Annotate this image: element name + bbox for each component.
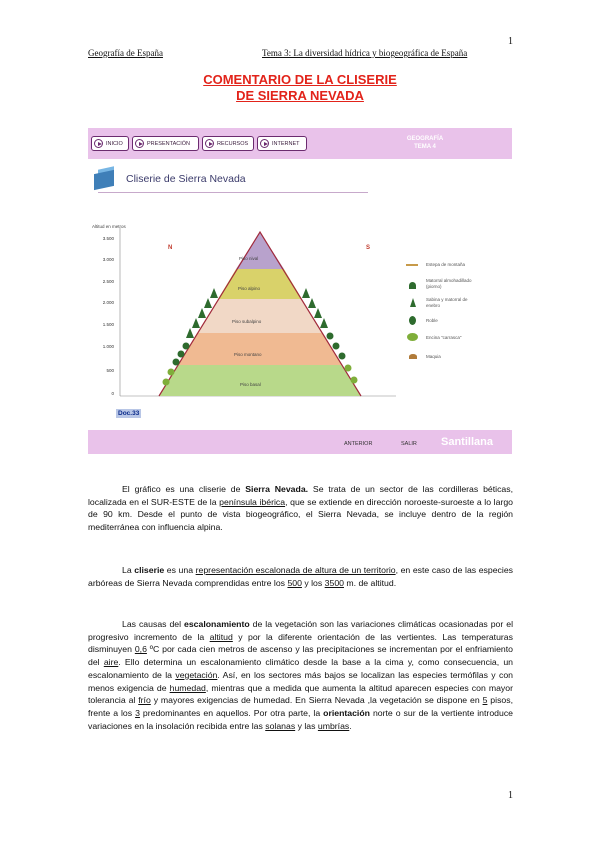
text-run: norte o sur de la vertiente introduce variaciones en la insolación recibida entre las [88,707,513,731]
vegetation-pyramid [118,228,398,400]
floor-basal-band [159,365,361,396]
floor-label-montano: Piso montano [234,352,262,357]
underlined-term: 3 [135,707,140,718]
document-title-line1: COMENTARIO DE LA CLISERIE [203,72,397,87]
underlined-term: 500 [287,577,302,588]
nav-recursos-label: RECURSOS [217,141,249,147]
text-run: pisos, frente a los [88,695,513,718]
play-icon [135,139,144,148]
play-icon [260,139,269,148]
text-run: y los [301,577,325,588]
page-number-top: 1 [508,36,513,47]
underlined-term: 3500 [324,577,344,588]
y-tick: 2.000 [102,300,114,305]
text-run: , que se extiende en dirección noroeste-suroeste a lo largo de 90 km. Desde el punto de vista biogeográfico, el Sierra Nevada, se incluye dentro de la región mediterránea con influencia alpina. [88,496,514,533]
underlined-term: vegetación [175,669,218,680]
nav-internet-label: INTERNET [272,141,300,147]
floor-label-basal: Piso basal [240,382,261,387]
underlined-term: altitud [209,631,233,642]
text-run: ºC por cada cien metros de ascenso y las precipitaciones se incrementan por el enfriamiento del [88,644,513,668]
nav-inicio-label: INICIO [106,141,123,147]
book-icon [94,170,114,190]
bold-term: cliserie [134,565,165,575]
subject-badge [400,135,450,151]
legend-item: Matorral almohadillado (piorno) [426,278,472,289]
underlined-term: humedad [169,682,206,693]
figure-top-bar [88,128,512,159]
bold-term: Sierra Nevada. [245,484,309,494]
juniper-icon [410,298,416,307]
south-label: S [366,245,371,251]
prev-link[interactable]: ANTERIOR [344,441,373,447]
holm-oak-icon [407,333,418,341]
text-run: predominantes en aquellos. Por otra parte, la [139,707,324,718]
underlined-term: representación escalonada de altura de un territorio [195,565,396,575]
publisher-logo: Santillana [441,436,493,448]
y-tick: 3.500 [102,236,114,241]
badge-subject: GEOGRAFÍA [406,136,444,142]
header-subject: Geografía de España [88,48,163,58]
nav-recursos-button[interactable] [202,136,254,151]
underlined-term: aire [103,657,119,668]
floor-label-subalpino: Piso subalpino [232,319,262,324]
screen-title: Cliserie de Sierra Nevada [126,173,246,185]
nav-presentacion-label: PRESENTACIÓN [147,141,190,147]
text-run: es una [164,565,196,575]
underlined-term: península ibérica [219,496,286,507]
figure-bottom-bar [88,430,512,454]
legend-item: Encina "carrasca" [426,335,462,340]
document-title-line2: DE SIERRA NEVADA [236,88,364,103]
text-run: . [349,720,352,731]
underlined-term: 5 [482,695,488,706]
paragraph-intro [88,483,513,534]
paragraph-causes [88,618,513,732]
y-tick: 0 [111,391,114,396]
text-run: . Así, en los sectores más bajos se localizan las especies termófilas y con menos exigencia de [88,669,513,693]
page-number-bottom: 1 [508,790,513,801]
steppe-icon [406,264,418,266]
y-tick: 500 [106,368,114,373]
text-run: de la vegetación son las variaciones climáticas ocasionadas por el progresivo incremento de la [88,619,514,642]
legend-item: Roble [426,318,438,323]
text-run: y mayores exigencias de humedad. En Sierra Nevada ,la vegetación se dispone en [150,695,483,706]
floor-nival-band [236,232,284,269]
text-run: , en este caso de las especies arbóreas de Sierra Nevada comprendidas entre los [88,565,513,588]
legend-item: Estepa de montaña [426,262,466,267]
badge-unit: TEMA 4 [414,144,436,150]
underlined-term: umbrías [317,720,350,731]
text-run: , mientras que a medida que aumenta la altitud aparecen especies con mayor tolerancia al [88,682,513,706]
bold-term: escalonamiento [184,619,250,629]
text-run: y las [295,720,318,731]
y-tick: 2.500 [102,279,114,284]
underlined-term: 0,6 [134,644,147,655]
text-run: Las causas del [122,619,185,629]
text-run: y por la diferente orientación de las vertientes. Las temperaturas disminuyen [88,631,513,655]
text-run: Se trata de un sector de las cordilleras béticas, localizada en el SUR-ESTE de la [88,484,514,507]
floor-alpino-band [218,269,302,299]
header-topic: Tema 3: La diversidad hídrica y biogeográfica de España [262,48,468,58]
text-run: La [122,565,135,575]
nav-inicio-button[interactable] [91,136,129,151]
underlined-term: solanas [265,720,296,731]
play-icon [205,139,214,148]
text-run: El gráfico es una cliserie de [122,484,246,494]
document-label: Doc.33 [118,410,140,417]
text-run: m. de altitud. [343,577,397,588]
title-divider [98,192,368,193]
floor-label-nival: Piso nival [239,256,259,261]
oak-icon [409,316,416,325]
north-label: N [168,245,173,251]
text-run: . Ello determina un escalonamiento climático desde la base a la cima y, como consecuencia, un escalonamiento de la [88,657,513,680]
play-icon [94,139,103,148]
floor-label-alpino: Piso alpino [238,286,261,291]
legend-item: Maquia [426,354,441,359]
y-tick: 1.000 [102,344,114,349]
cushion-shrub-icon [409,282,416,289]
nav-presentacion-button[interactable] [132,136,199,151]
exit-link[interactable]: SALIR [401,441,417,447]
y-tick: 3.000 [102,257,114,262]
bold-term: orientación [323,707,370,718]
y-axis-title: Altitud en metros [92,224,126,229]
y-tick: 1.500 [102,322,114,327]
legend-item: Sabina y matorral de enebro [426,297,468,308]
cliserie-figure [88,128,512,454]
maquis-icon [409,354,417,359]
floor-montano-band [178,333,342,365]
nav-internet-button[interactable] [257,136,307,151]
underlined-term: frío [138,695,151,706]
paragraph-definition [88,564,513,589]
